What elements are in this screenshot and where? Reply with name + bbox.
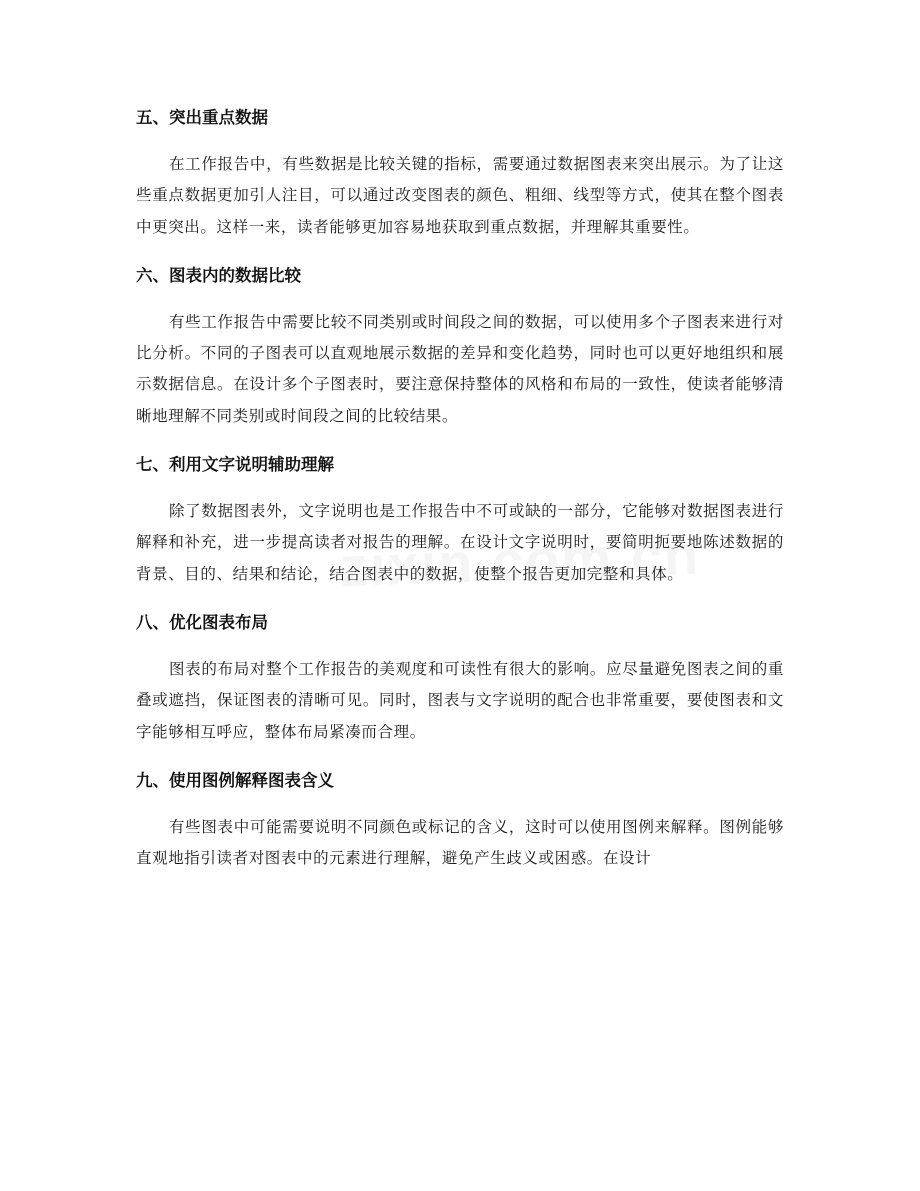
section-6 (136, 264, 784, 432)
section-heading: 八、优化图表布局 (136, 612, 268, 632)
section-paragraph: 图表的布局对整个工作报告的美观度和可读性有很大的影响。应尽量避免图表之间的重叠或遮挡，保证图表的清晰可见。同时，图表与文字说明的配合也非常重要，要使图表和文字能够相互呼应，整体布局紧凑而合理。 (136, 659, 784, 741)
section-heading: 九、使用图例解释图表含义 (136, 770, 334, 790)
section-heading: 五、突出重点数据 (136, 108, 268, 127)
section-paragraph: 有些图表中可能需要说明不同颜色或标记的含义，这时可以使用图例来解释。图例能够直观地指引读者对图表中的元素进行理解，避免产生歧义或困惑。在设计 (136, 817, 784, 868)
section-7 (136, 453, 784, 590)
section-paragraph: 在工作报告中，有些数据是比较关键的指标，需要通过数据图表来突出展示。为了让这些重点数据更加引人注目，可以通过改变图表的颜色、粗细、线型等方式，使其在整个图表中更突出。这样一来，读者能够更加容易地获取到重点数据，并理解其重要性。 (136, 155, 784, 236)
section-8 (136, 611, 784, 748)
section-heading: 七、利用文字说明辅助理解 (136, 455, 334, 475)
section-9 (136, 769, 784, 875)
section-paragraph: 除了数据图表外，文字说明也是工作报告中不可或缺的一部分，它能够对数据图表进行解释和补充，进一步提高读者对报告的理解。在设计文字说明时，要简明扼要地陈述数据的背景、目的、结果和结论，结合图表中的数据，使整个报告更加完整和具体。 (136, 502, 784, 583)
section-paragraph: 有些工作报告中需要比较不同类别或时间段之间的数据，可以使用多个子图表来进行对比分析。不同的子图表可以直观地展示数据的差异和变化趋势，同时也可以更好地组织和展示数据信息。在设计多个子图表时，要注意保持整体的风格和布局的一致性，使读者能够清晰地理解不同类别或时间段之间的比较结果。 (136, 312, 784, 425)
section-heading: 六、图表内的数据比较 (136, 265, 301, 285)
section-5 (136, 106, 784, 243)
document-content (136, 106, 784, 895)
